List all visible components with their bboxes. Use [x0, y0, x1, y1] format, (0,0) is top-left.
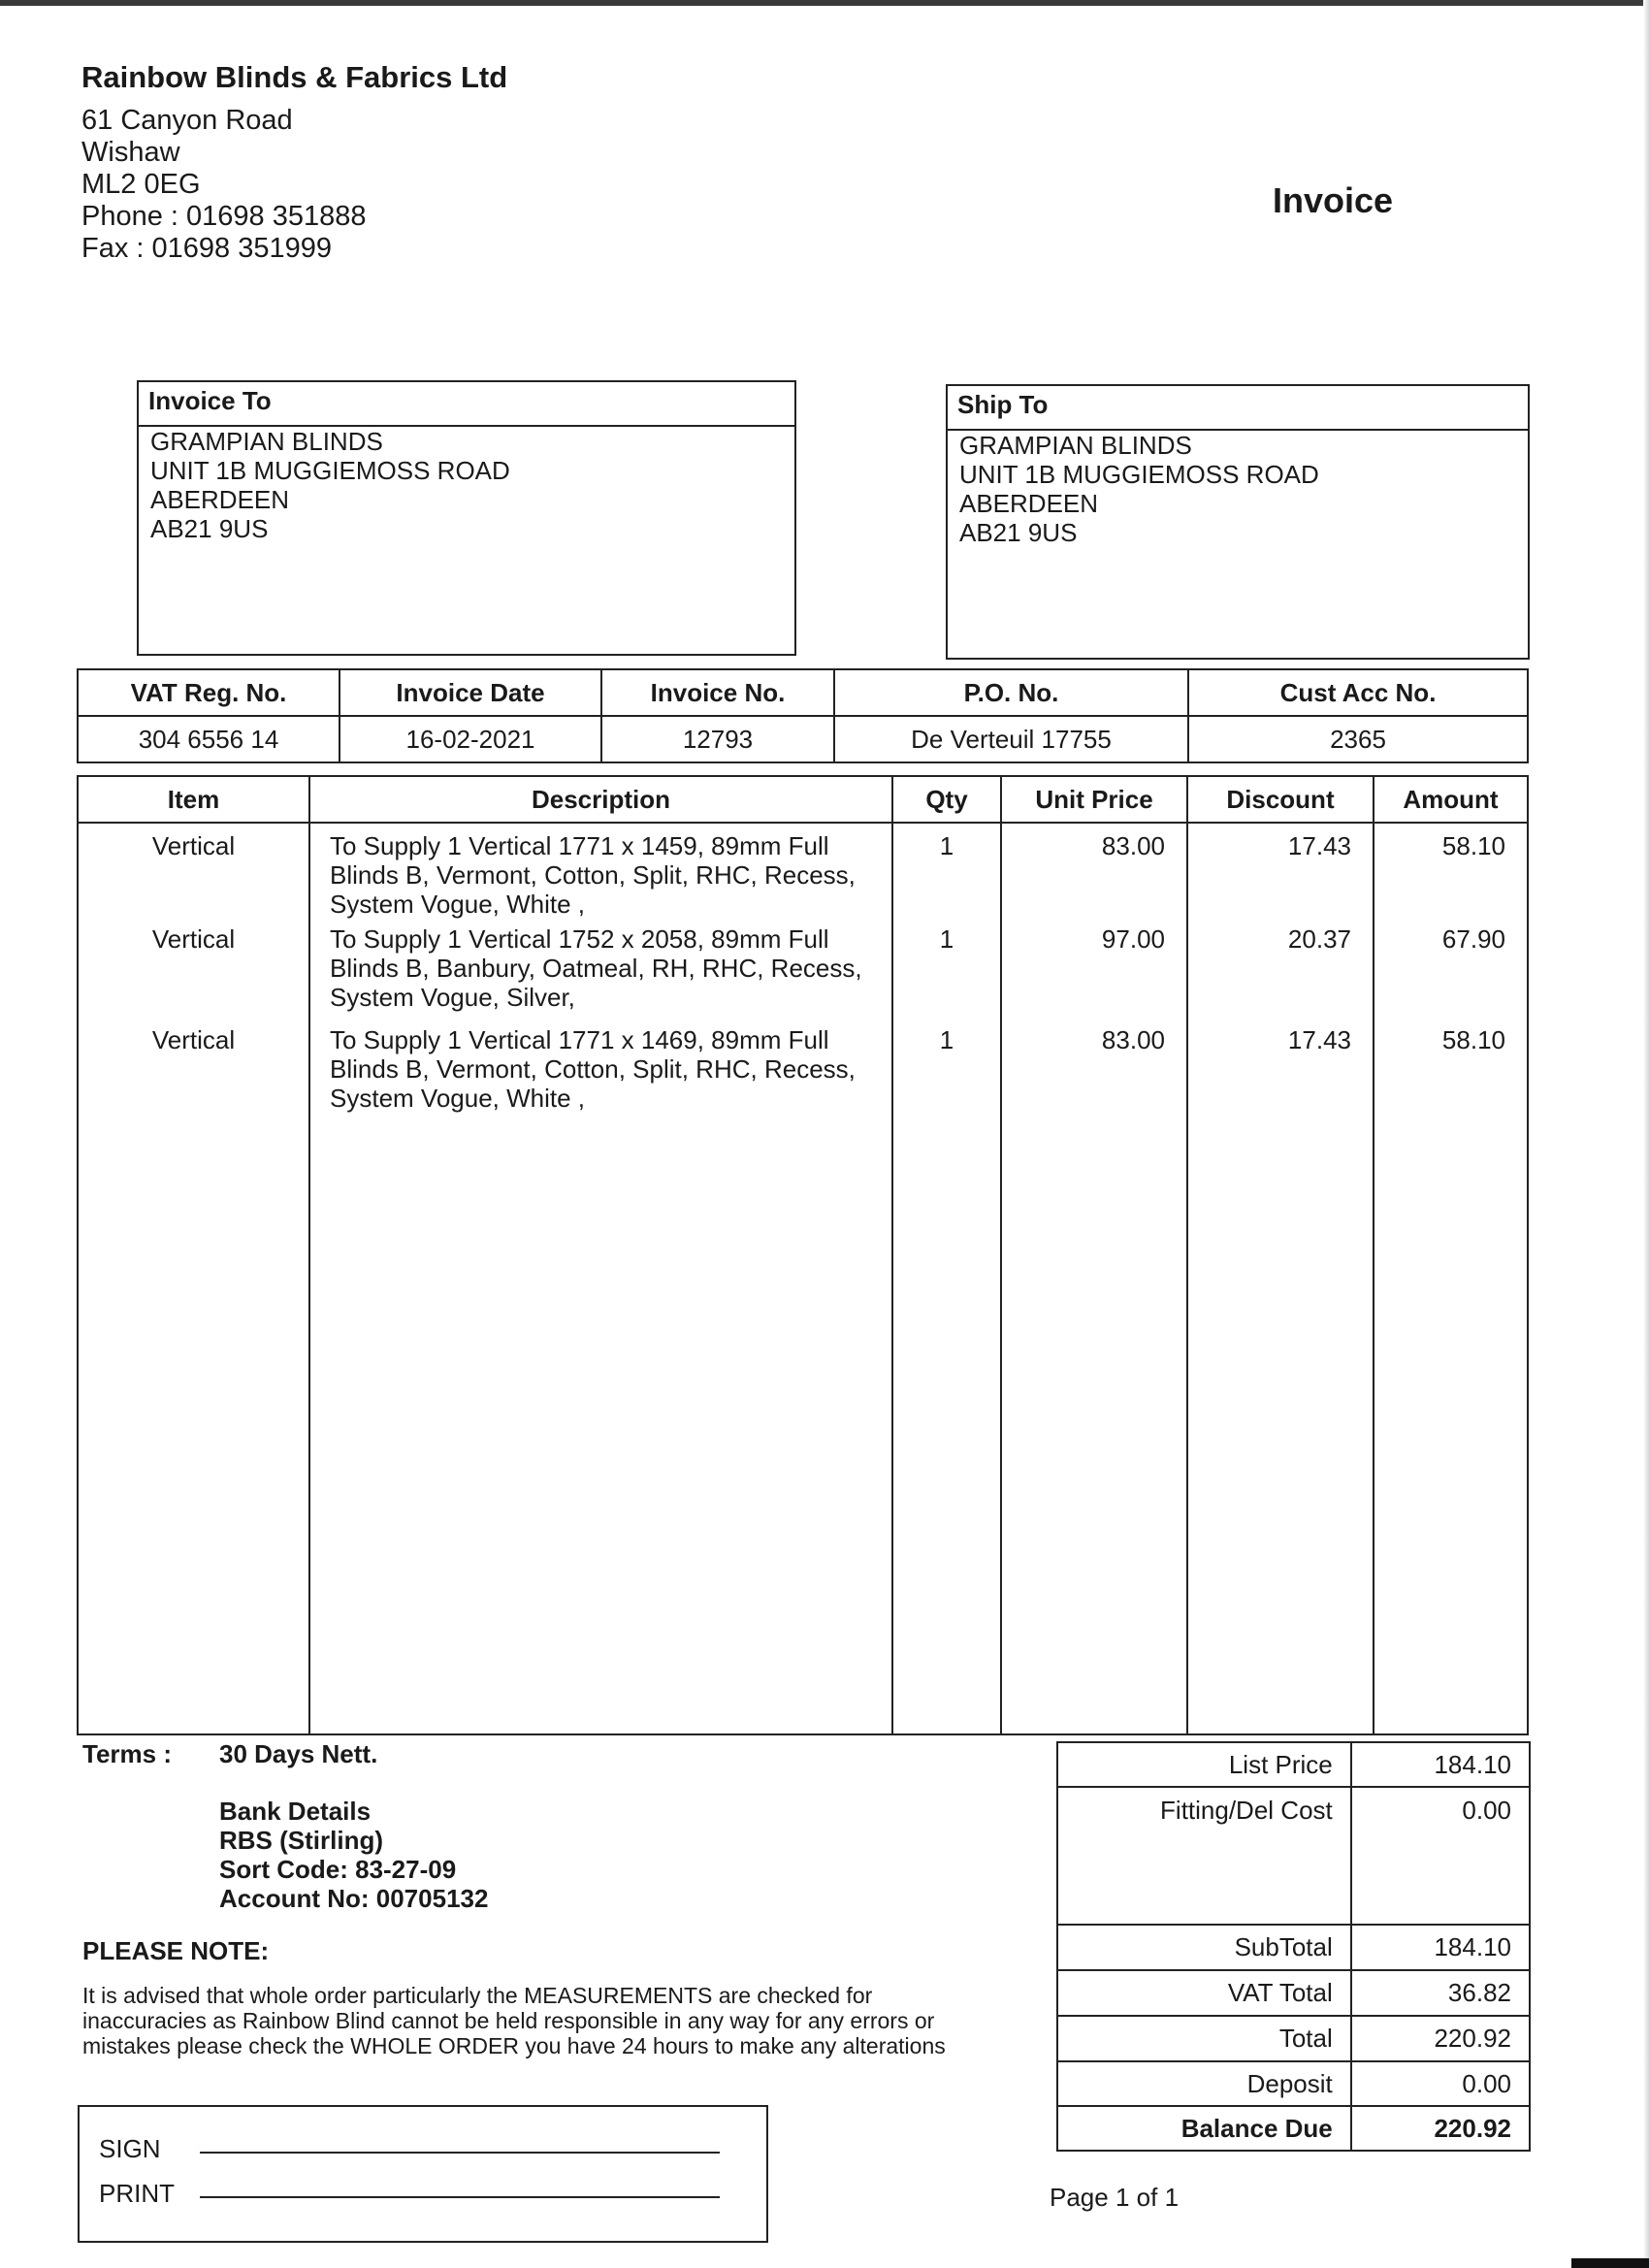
totals-row [1057, 2061, 1530, 2106]
note-heading: PLEASE NOTE: [82, 1936, 270, 1965]
unit-price-cell: 83.00 [1101, 831, 1165, 860]
page-indicator [1050, 2183, 1179, 2213]
address-line: ABERDEEN [959, 489, 1099, 518]
discount-cell: 17.43 [1287, 831, 1351, 860]
item-column [78, 823, 309, 1734]
page-of: of [1136, 2183, 1158, 2212]
balance-due-label: Balance Due [1057, 2106, 1351, 2151]
discount-header: Discount [1187, 776, 1374, 823]
balance-due-value: 220.92 [1351, 2106, 1530, 2151]
totals-row [1057, 2016, 1530, 2061]
sort-code: Sort Code: 83-27-09 [219, 1855, 457, 1884]
invoice-no-header: Invoice No. [601, 669, 834, 716]
print-label: PRINT [99, 2179, 175, 2208]
discount-cell: 17.43 [1287, 1025, 1351, 1054]
description-cell [310, 1025, 891, 1126]
bank-name: RBS (Stirling) [219, 1826, 383, 1855]
vat-total-value: 36.82 [1351, 1970, 1530, 2016]
address-line: GRAMPIAN BLINDS [959, 431, 1192, 460]
description-line: System Vogue, White , [330, 890, 586, 919]
invoice-date-value: 16-02-2021 [340, 716, 601, 762]
deposit-value: 0.00 [1351, 2061, 1530, 2106]
print-line[interactable] [200, 2196, 720, 2198]
address-line: UNIT 1B MUGGIEMOSS ROAD [959, 460, 1319, 489]
terms-label: Terms : [82, 1739, 172, 1768]
unit-price-cell: 83.00 [1101, 1025, 1165, 1054]
description-line: System Vogue, White , [330, 1084, 586, 1113]
note-text [82, 1983, 1052, 2058]
totals-table [1056, 1741, 1531, 2152]
scan-top-edge [0, 0, 1649, 6]
bank-details-heading: Bank Details [219, 1797, 372, 1826]
po-no-value: De Verteuil 17755 [834, 716, 1188, 762]
fitting-label: Fitting/Del Cost [1057, 1787, 1351, 1925]
po-no-header: P.O. No. [834, 669, 1188, 716]
address-line: 61 Canyon Road [81, 105, 293, 136]
bank-details [219, 1797, 488, 1913]
qty-column [892, 823, 1001, 1734]
company-phone: Phone : 01698 351888 [81, 201, 367, 232]
scan-bottom-mark [1571, 2258, 1649, 2268]
qty-cell: 1 [939, 831, 954, 860]
vat-total-label: VAT Total [1057, 1970, 1351, 2016]
address-line: Wishaw [81, 137, 180, 168]
address-line: ML2 0EG [81, 169, 201, 200]
description-line: To Supply 1 Vertical 1771 x 1469, 89mm Full [330, 1025, 829, 1054]
line-items-table [77, 775, 1529, 1735]
fitting-value: 0.00 [1351, 1787, 1530, 1925]
list-price-label: List Price [1057, 1742, 1351, 1787]
amount-cell: 58.10 [1441, 1025, 1505, 1054]
address-line: GRAMPIAN BLINDS [150, 427, 383, 456]
description-line: Blinds B, Vermont, Cotton, Split, RHC, Recess, [330, 1054, 856, 1084]
terms-value: 30 Days Nett. [219, 1739, 378, 1768]
unit-price-header: Unit Price [1001, 776, 1187, 823]
qty-cell: 1 [939, 1025, 954, 1054]
description-cell [310, 824, 891, 924]
qty-cell: 1 [939, 924, 954, 954]
address-line: AB21 9US [150, 514, 269, 543]
item-cell: Vertical [151, 924, 236, 954]
totals-row [1057, 2106, 1530, 2151]
company-name: Rainbow Blinds & Fabrics Ltd [81, 60, 508, 94]
address-line: AB21 9US [959, 518, 1078, 547]
page-current: 1 [1115, 2183, 1130, 2212]
qty-header: Qty [892, 776, 1001, 823]
totals-row [1057, 1742, 1530, 1787]
invoice-to-heading: Invoice To [139, 382, 794, 427]
company-fax: Fax : 01698 351999 [81, 233, 332, 264]
list-price-value: 184.10 [1351, 1742, 1530, 1787]
sign-label: SIGN [99, 2134, 161, 2163]
description-line: To Supply 1 Vertical 1752 x 2058, 89mm Full [330, 924, 829, 954]
invoice-date-header: Invoice Date [340, 669, 601, 716]
unit-price-cell: 97.00 [1101, 924, 1165, 954]
address-line: UNIT 1B MUGGIEMOSS ROAD [150, 456, 510, 485]
deposit-label: Deposit [1057, 2061, 1351, 2106]
note-line: inaccuracies as Rainbow Blind cannot be held responsible in any way for any errors or [82, 2008, 935, 2033]
invoice-to-box [137, 380, 796, 656]
description-line: Blinds B, Vermont, Cotton, Split, RHC, Recess, [330, 860, 856, 890]
cust-acc-value: 2365 [1188, 716, 1528, 762]
totals-row [1057, 1970, 1530, 2016]
description-column [309, 823, 892, 1734]
description-header: Description [309, 776, 892, 823]
signature-box [78, 2105, 768, 2243]
discount-cell: 20.37 [1287, 924, 1351, 954]
invoice-info-table [77, 668, 1529, 763]
item-cell: Vertical [151, 831, 236, 860]
amount-column [1374, 823, 1528, 1734]
unit-price-column [1001, 823, 1187, 1734]
sign-line[interactable] [200, 2152, 720, 2154]
invoice-to-address [139, 427, 794, 543]
document-title: Invoice [1273, 180, 1394, 220]
amount-cell: 58.10 [1441, 831, 1505, 860]
amount-cell: 67.90 [1441, 924, 1505, 954]
totals-row [1057, 1925, 1530, 1970]
ship-to-heading: Ship To [948, 386, 1528, 431]
subtotal-value: 184.10 [1351, 1925, 1530, 1970]
vat-reg-value: 304 6556 14 [78, 716, 340, 762]
total-label: Total [1057, 2016, 1351, 2061]
item-cell: Vertical [151, 1025, 236, 1054]
address-line: ABERDEEN [150, 485, 290, 514]
page-label: Page [1050, 2183, 1109, 2212]
amount-header: Amount [1374, 776, 1528, 823]
totals-row [1057, 1787, 1530, 1925]
company-address [81, 105, 367, 265]
ship-to-address [948, 431, 1528, 547]
total-value: 220.92 [1351, 2016, 1530, 2061]
page-total: 1 [1164, 2183, 1180, 2212]
invoice-no-value: 12793 [601, 716, 834, 762]
description-line: System Vogue, Silver, [330, 983, 575, 1012]
ship-to-box [946, 384, 1530, 660]
note-line: It is advised that whole order particularly the MEASUREMENTS are checked for [82, 1983, 873, 2008]
description-line: To Supply 1 Vertical 1771 x 1459, 89mm Full [330, 831, 829, 860]
subtotal-label: SubTotal [1057, 1925, 1351, 1970]
vat-reg-header: VAT Reg. No. [78, 669, 340, 716]
note-line: mistakes please check the WHOLE ORDER you have 24 hours to make any alterations [82, 2033, 946, 2058]
discount-column [1187, 823, 1374, 1734]
scan-right-edge [1643, 0, 1649, 2268]
description-cell [310, 924, 891, 1025]
cust-acc-header: Cust Acc No. [1188, 669, 1528, 716]
description-line: Blinds B, Banbury, Oatmeal, RH, RHC, Recess, [330, 954, 862, 983]
account-number: Account No: 00705132 [219, 1884, 489, 1913]
item-header: Item [78, 776, 309, 823]
